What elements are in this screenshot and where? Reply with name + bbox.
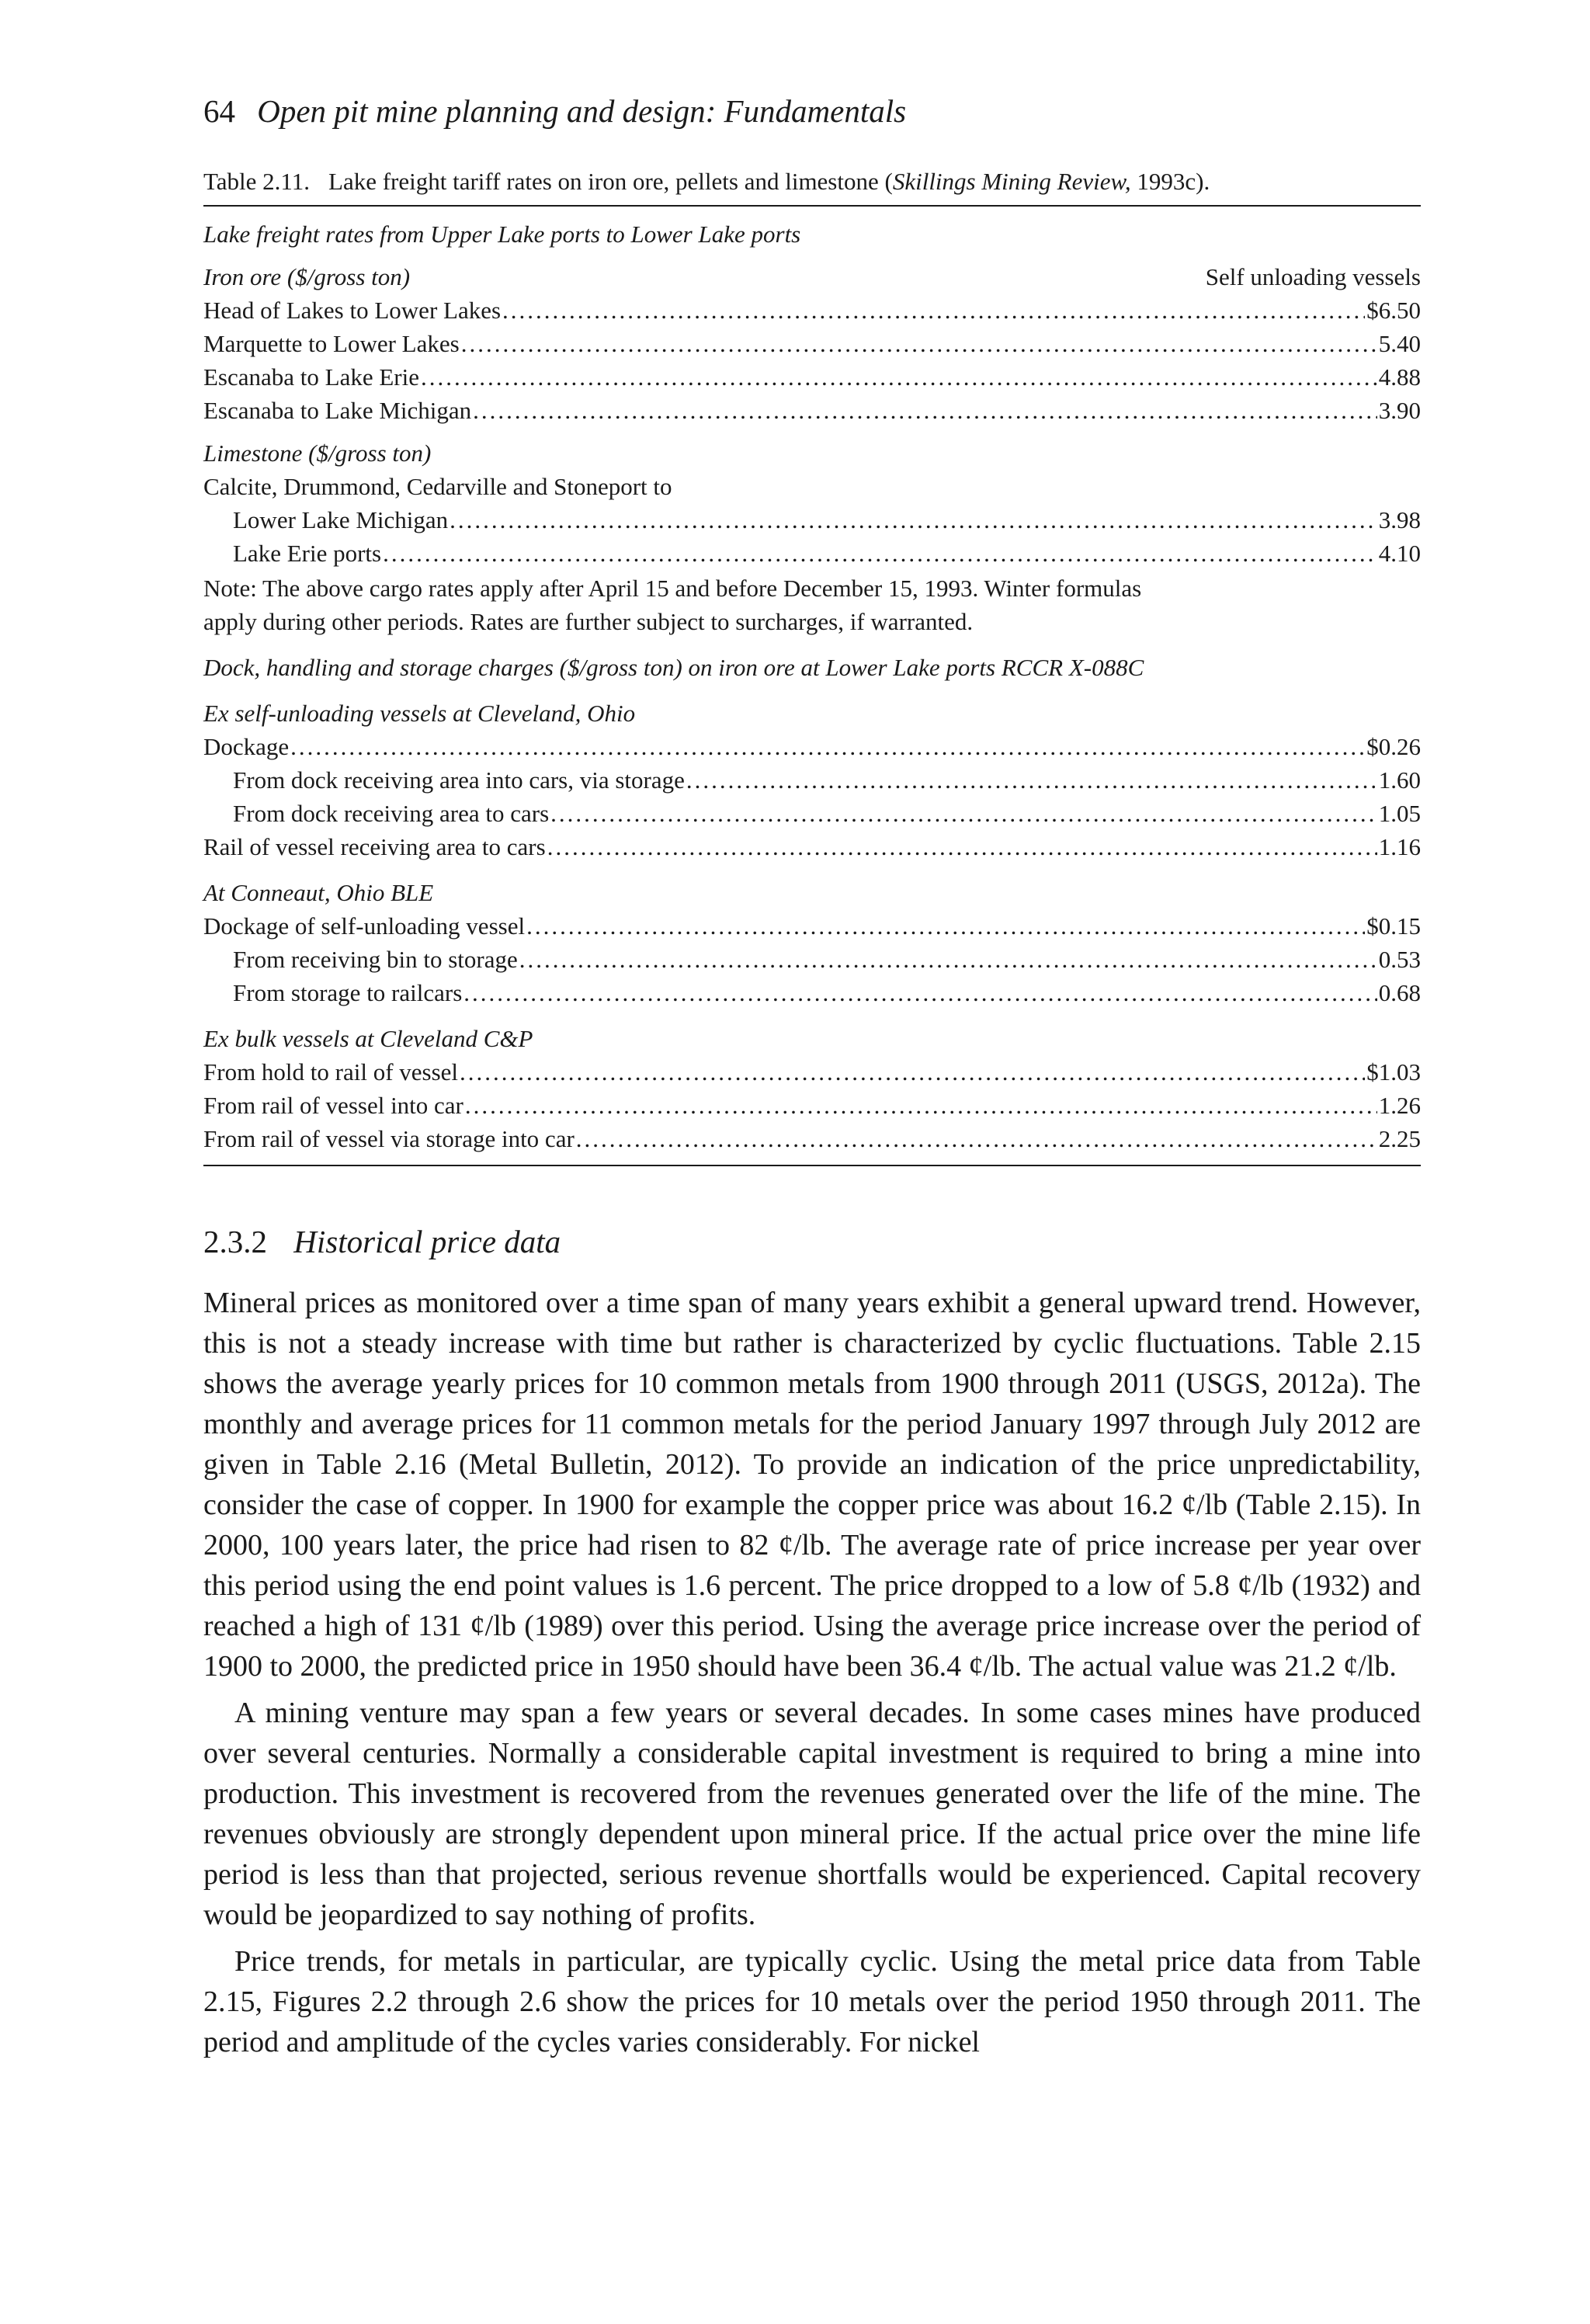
row-value: 4.10 <box>1378 540 1421 567</box>
leader-dots <box>463 976 1376 1009</box>
row-value: 2.25 <box>1378 1125 1421 1152</box>
table-row <box>203 327 1421 360</box>
row-value: 5.40 <box>1378 330 1421 357</box>
table-row <box>203 830 1421 863</box>
row-value: 0.68 <box>1378 979 1421 1006</box>
row-label: Lake Erie ports <box>233 540 382 567</box>
page <box>203 92 1421 2062</box>
row-label: Dockage <box>203 733 290 760</box>
section-title: Historical price data <box>293 1224 561 1259</box>
body-paragraph: A mining venture may span a few years or several decades. In some cases mines have produced over several centuries. Normally a considerable capital investment is required to bring a mine into production. This investment is recovered from the revenues generated over the life of the mine. The revenues obviously are strongly dependent upon mineral price. If the actual price over the mine life period is less than that projected, serious revenue shortfalls would be experienced. Capital recovery would be jeopardized to say nothing of profits. <box>203 1697 1421 1931</box>
table-row <box>203 360 1421 394</box>
table-row <box>203 730 1421 763</box>
row-label: From rail of vessel via storage into car <box>203 1125 575 1152</box>
body-paragraph: Price trends, for metals in particular, are typically cyclic. Using the metal price data from Table 2.15, Figures 2.2 through 2.6 show the prices for 10 metals over the period 1950 through 2011. The period and amplitude of the cycles varies considerably. For nickel <box>203 1945 1421 2058</box>
running-head <box>203 92 1421 130</box>
leader-dots <box>502 294 1365 327</box>
row-label: Escanaba to Lake Michigan <box>203 397 472 424</box>
iron-ore-heading: Iron ore ($/gross ton) <box>203 263 411 290</box>
book-title: Open pit mine planning and design: Fundamentals <box>257 93 907 129</box>
table-label: Table 2.11. <box>203 168 311 195</box>
iron-ore-header <box>203 260 1421 294</box>
leader-dots <box>526 909 1365 943</box>
table-note-line-1: Note: The above cargo rates apply after April 15 and before December 15, 1993. Winter formulas <box>203 575 1142 602</box>
body-paragraph: Mineral prices as monitored over a time span of many years exhibit a general upward trend. However, this is not a steady increase with time but rather is characterized by cyclic fluctuations. Table 2.15 shows the average yearly prices for 10 common metals from 1900 through 2011 (USGS, 2012a). The monthly and average prices for 11 common metals for the period January 1997 through July 2012 are given in Table 2.16 (Metal Bulletin, 2012). To provide an indication of the price unpredictability, consider the case of copper. In 1900 for example the copper price was about 16.2 ¢/lb (Table 2.15). In 2000, 100 years later, the price had risen to 82 ¢/lb. The average rate of price increase per year over this period using the end point values is 1.6 percent. The price dropped to a low of 5.8 ¢/lb (1932) and reached a high of 131 ¢/lb (1989) over this period. Using the average price increase over the period of 1900 to 2000, the predicted price in 1950 should have been 36.4 ¢/lb. The actual value was 21.2 ¢/lb. <box>203 1287 1421 1683</box>
row-value: 0.53 <box>1378 946 1421 973</box>
row-label: From rail of vessel into car <box>203 1092 463 1119</box>
row-label: Lower Lake Michigan <box>233 506 449 533</box>
caption-text: Lake freight tariff rates on iron ore, pellets and limestone ( <box>328 168 893 195</box>
conneaut-heading: At Conneaut, Ohio BLE <box>203 879 434 906</box>
row-label: Marquette to Lower Lakes <box>203 330 460 357</box>
row-value: 1.26 <box>1378 1092 1421 1119</box>
table-row <box>203 797 1421 830</box>
table-row <box>203 394 1421 427</box>
leader-dots <box>290 730 1365 763</box>
row-value: 1.05 <box>1378 800 1421 827</box>
leader-dots <box>461 327 1377 360</box>
row-value: 1.16 <box>1378 833 1421 860</box>
leader-dots <box>550 797 1377 830</box>
section-number: 2.3.2 <box>203 1224 267 1259</box>
row-value: $0.15 <box>1366 912 1421 940</box>
table-row <box>203 294 1421 327</box>
row-value: $1.03 <box>1366 1058 1421 1086</box>
freight-table <box>203 205 1421 1166</box>
row-label: From dock receiving area into cars, via storage <box>233 766 685 794</box>
bulk-heading: Ex bulk vessels at Cleveland C&P <box>203 1025 533 1052</box>
iron-ore-column-header: Self unloading vessels <box>1205 263 1421 290</box>
dock-heading: Dock, handling and storage charges ($/gross ton) on iron ore at Lower Lake ports RCCR X-088C <box>203 654 1144 681</box>
freight-heading: Lake freight rates from Upper Lake ports to Lower Lake ports <box>203 221 801 248</box>
leader-dots <box>383 537 1377 570</box>
limestone-heading: Limestone ($/gross ton) <box>203 439 432 467</box>
row-label: From hold to rail of vessel <box>203 1058 459 1086</box>
row-value: $0.26 <box>1366 733 1421 760</box>
caption-end: 1993c). <box>1130 168 1210 195</box>
row-value: 3.90 <box>1378 397 1421 424</box>
table-row <box>203 537 1421 570</box>
leader-dots <box>450 503 1377 537</box>
table-note-line-2: apply during other periods. Rates are further subject to surcharges, if warranted. <box>203 608 974 635</box>
page-number: 64 <box>203 93 235 129</box>
leader-dots <box>547 830 1377 863</box>
limestone-intro: Calcite, Drummond, Cedarville and Stoneport to <box>203 473 672 500</box>
row-label: Head of Lakes to Lower Lakes <box>203 297 502 324</box>
row-value: 3.98 <box>1378 506 1421 533</box>
row-label: Escanaba to Lake Erie <box>203 363 419 391</box>
leader-dots <box>576 1122 1377 1155</box>
table-row <box>203 1089 1421 1122</box>
row-label: From dock receiving area to cars <box>233 800 550 827</box>
table-row <box>203 763 1421 797</box>
leader-dots <box>465 1089 1377 1122</box>
row-label: From receiving bin to storage <box>233 946 518 973</box>
leader-dots <box>421 360 1377 394</box>
row-value: $6.50 <box>1366 297 1421 324</box>
table-row <box>203 503 1421 537</box>
row-label: Rail of vessel receiving area to cars <box>203 833 546 860</box>
table-caption <box>203 166 1421 197</box>
row-label: Dockage of self-unloading vessel <box>203 912 526 940</box>
table-row <box>203 943 1421 976</box>
table-row <box>203 976 1421 1009</box>
table-row <box>203 909 1421 943</box>
table-row <box>203 1055 1421 1089</box>
row-label: From storage to railcars <box>233 979 463 1006</box>
leader-dots <box>519 943 1377 976</box>
section-heading <box>203 1222 1421 1261</box>
leader-dots <box>460 1055 1365 1089</box>
leader-dots <box>473 394 1377 427</box>
caption-source: Skillings Mining Review, <box>892 168 1131 195</box>
leader-dots <box>686 763 1377 797</box>
row-value: 4.88 <box>1378 363 1421 391</box>
table-row <box>203 1122 1421 1155</box>
row-value: 1.60 <box>1378 766 1421 794</box>
cleveland-heading: Ex self-unloading vessels at Cleveland, Ohio <box>203 700 636 727</box>
